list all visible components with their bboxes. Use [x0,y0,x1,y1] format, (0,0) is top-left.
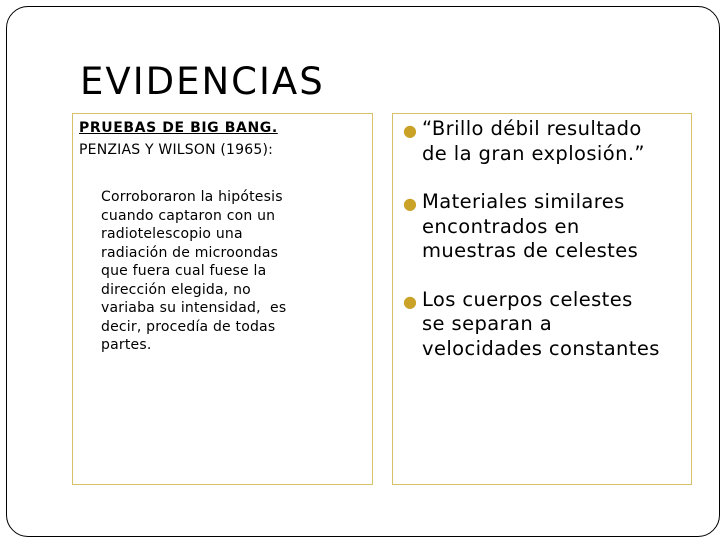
bullet-item [400,288,692,362]
evidence-paragraph [101,188,353,355]
bullet-line: muestras de celestes [422,239,639,262]
paragraph-line: dirección elegida, no [101,281,251,298]
bullet-line: se separan a [422,312,553,335]
bullet-line: “Brillo débil resultado [422,117,642,140]
paragraph-line: partes. [101,337,152,353]
section-heading: PRUEBAS DE BIG BANG. [79,120,278,136]
bullet-line: encontrados en [422,214,580,238]
left-column [79,117,379,355]
bullet-item [400,190,692,264]
section-subheading: PENZIAS Y WILSON (1965): [79,142,274,158]
bullet-icon: ● [403,194,418,213]
bullet-icon: ● [403,291,418,311]
slide-title: EVIDENCIAS [80,60,325,103]
bullet-line: Los cuerpos celestes [422,287,633,311]
paragraph-line: cuando captaron con un [101,207,276,224]
paragraph-line: que fuera cual fuese la [101,263,267,279]
bullet-line: Materiales similares [422,190,625,213]
bullet-line: velocidades constantes [422,336,660,360]
bullet-item [400,117,692,166]
paragraph-line: decir, procedía de todas [101,318,276,335]
bullet-list [400,117,692,361]
bullet-line: de la gran explosión.” [422,141,645,165]
bullet-icon: ● [403,121,418,140]
paragraph-line: radiotelescopio una [101,226,243,242]
paragraph-line: radiación de microondas [101,244,279,261]
paragraph-line: variaba su intensidad, es [101,300,287,316]
paragraph-line: Corroboraron la hipótesis [101,189,283,205]
